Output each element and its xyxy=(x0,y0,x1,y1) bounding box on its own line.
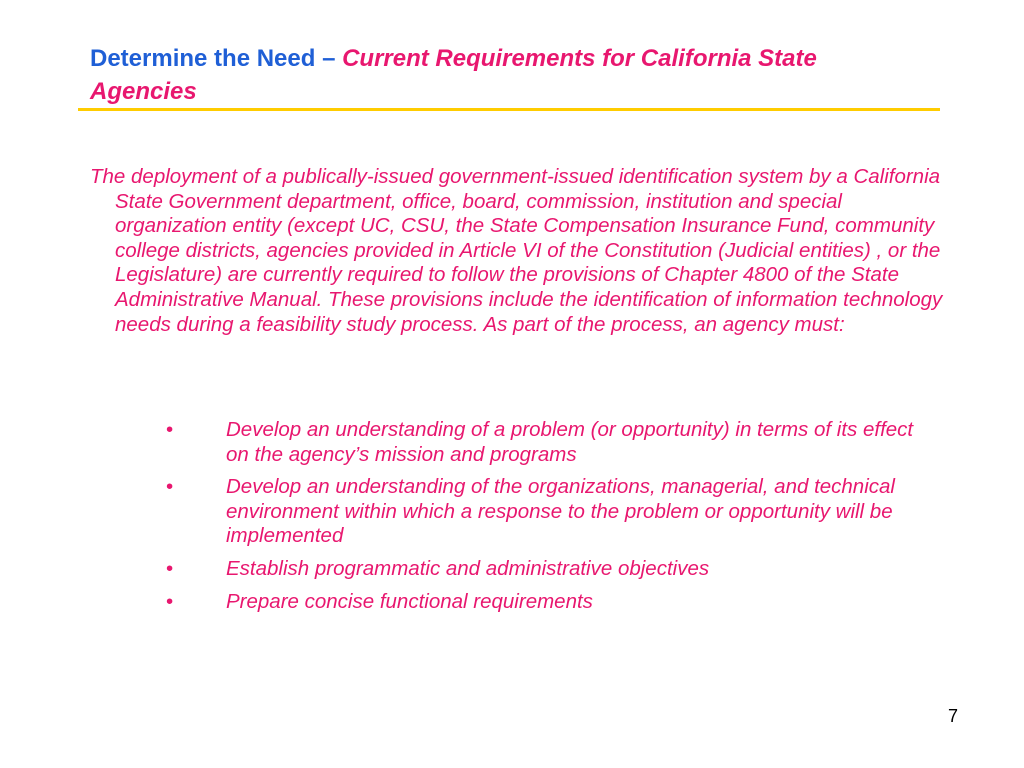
bullet-icon: • xyxy=(166,475,174,499)
bullet-text: Prepare concise functional requirements xyxy=(226,589,593,613)
title-prefix: Determine the Need – xyxy=(90,45,343,72)
page-number: 7 xyxy=(948,706,959,726)
bullet-text: Establish programmatic and administrative objectives xyxy=(226,556,710,580)
body-paragraph: The deployment of a publically-issued government-issued identification system by a California State Government department, office, board, commission, institution and special organization entity (except UC, CSU, the State Compensation Insurance Fund, community college districts, agencies provided in Article VI of the Constitution (Judicial entities) , or the Legislature) are currently required to follow the provisions of Chapter 4800 of the State Administrative Manual. These provisions include the identification of information technology needs during a feasibility study process. As part of the process, an agency must: xyxy=(90,165,943,336)
slide-title xyxy=(90,42,910,108)
title-subject: Current Requirements for California State Agencies xyxy=(90,45,817,105)
bullet-list xyxy=(166,418,926,622)
bullet-item xyxy=(166,418,926,467)
title-divider xyxy=(78,108,940,111)
bullet-text: Develop an understanding of the organizations, managerial, and technical environment within which a response to the problem or opportunity will be implemented xyxy=(226,475,895,548)
bullet-item xyxy=(166,475,926,549)
bullet-item xyxy=(166,557,926,582)
bullet-item xyxy=(166,590,926,615)
bullet-icon: • xyxy=(166,556,174,580)
bullet-icon: • xyxy=(166,589,174,613)
bullet-text: Develop an understanding of a problem (or opportunity) in terms of its effect on the agency’s mission and programs xyxy=(226,418,914,466)
bullet-icon: • xyxy=(166,418,174,441)
